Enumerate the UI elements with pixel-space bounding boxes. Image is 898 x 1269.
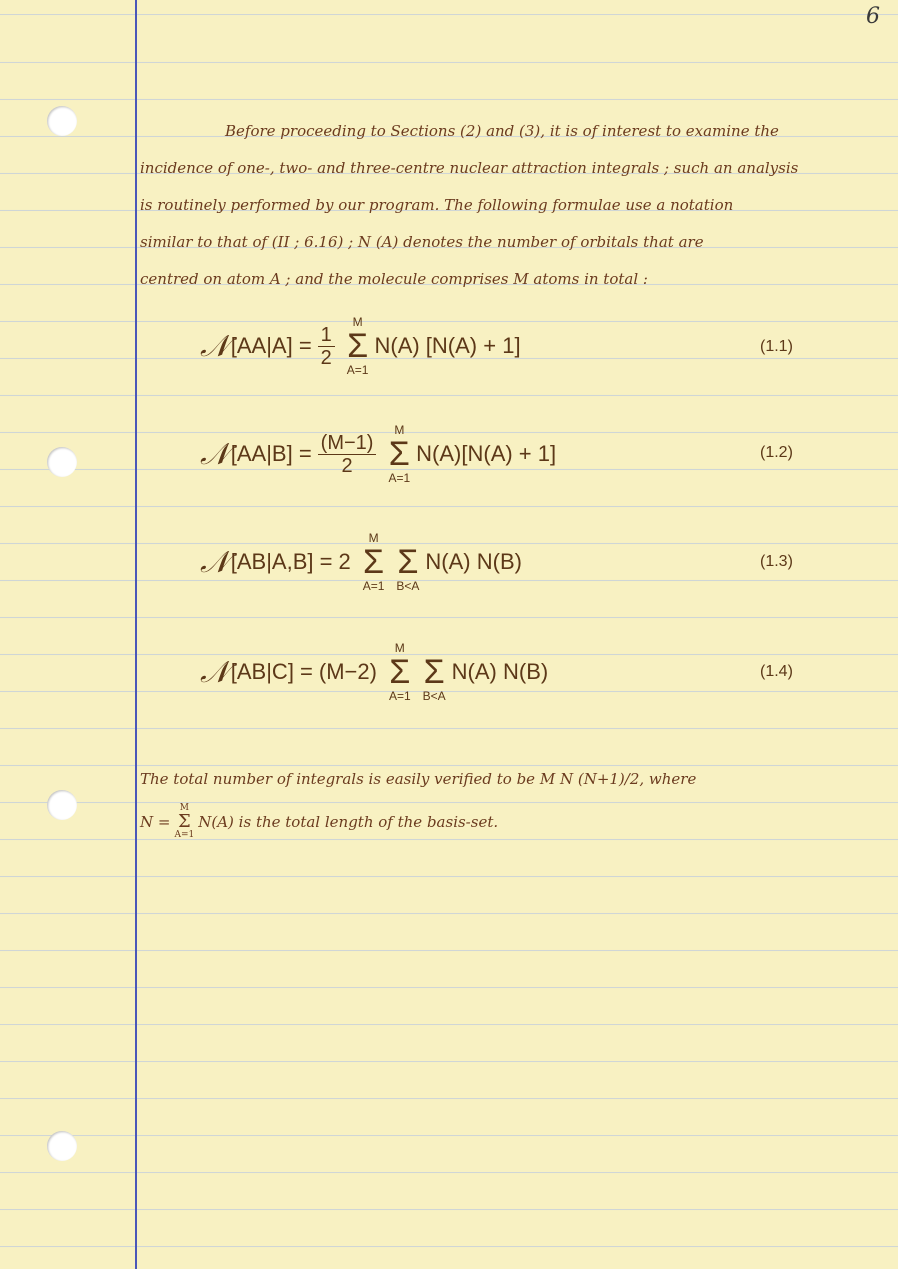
equation-number: (1.4) — [760, 663, 793, 680]
sum-lower-limit: A=1 — [346, 363, 369, 377]
summation — [389, 641, 411, 703]
punch-hole — [47, 790, 77, 820]
summation — [347, 315, 369, 377]
equation-1-4 — [200, 642, 548, 702]
equation-lhs: [AA|B] = — [230, 441, 312, 466]
fraction-numerator: 1 — [318, 324, 335, 347]
page-number: 6 — [866, 4, 880, 29]
fraction-denominator: 2 — [341, 454, 353, 477]
summation — [363, 531, 385, 593]
fraction-denominator: 2 — [320, 346, 332, 369]
paragraph-line: similar to that of (II ; 6.16) ; N (A) denotes the number of orbitals that are — [140, 233, 704, 251]
equation-number: (1.3) — [760, 553, 793, 570]
sigma-icon: Σ — [423, 653, 445, 691]
equation-lhs: [AB|A,B] = — [230, 549, 333, 574]
script-n-symbol: 𝒩 — [200, 328, 229, 364]
sum-lower-limit: A=1 — [388, 471, 411, 485]
sum-upper-limit: M — [394, 641, 405, 655]
equation-coefficient: 2 — [338, 549, 351, 574]
sum-upper-limit: M — [352, 315, 363, 329]
sum-lower-limit: A=1 — [362, 579, 385, 593]
equation-lhs: [AB|C] = — [230, 659, 313, 684]
sigma-icon: Σ — [177, 811, 191, 832]
intro-paragraph — [140, 113, 860, 298]
sigma-icon: Σ — [363, 543, 385, 581]
paragraph-line: is routinely performed by our program. The following formulae use a notation — [140, 196, 734, 214]
script-n-symbol: 𝒩 — [200, 654, 229, 690]
equation-number: (1.2) — [760, 444, 793, 461]
sum-lower-limit: B<A — [396, 579, 420, 593]
closing-suffix: N(A) is the total length of the basis-set. — [198, 813, 499, 831]
closing-line — [140, 804, 498, 840]
script-n-symbol: 𝒩 — [200, 544, 229, 580]
sigma-icon: Σ — [347, 327, 369, 365]
equation-summand: N(A) N(B) — [451, 659, 549, 684]
sigma-icon: Σ — [388, 435, 410, 473]
equation-coefficient: (M−2) — [318, 659, 377, 684]
closing-line: The total number of integrals is easily verified to be M N (N+1)/2, where — [140, 770, 697, 788]
equation-summand: N(A) N(B) — [425, 549, 522, 574]
margin-line — [135, 0, 137, 1269]
equation-number: (1.1) — [760, 338, 793, 355]
punch-hole — [47, 106, 77, 136]
equation-summand: N(A) [N(A) + 1] — [374, 333, 521, 358]
closing-prefix: N = — [140, 813, 171, 831]
equation-coefficient — [318, 324, 335, 369]
equation-summand: N(A)[N(A) + 1] — [416, 441, 557, 466]
script-n-symbol: 𝒩 — [200, 436, 229, 472]
punch-hole — [47, 1131, 77, 1161]
equation-1-2 — [200, 424, 556, 484]
sum-lower-limit: A=1 — [174, 830, 195, 840]
punch-hole — [47, 447, 77, 477]
equation-lhs: [AA|A] = — [230, 333, 312, 358]
summation — [174, 804, 194, 840]
summation — [388, 423, 410, 485]
sigma-icon: Σ — [389, 653, 411, 691]
sum-lower-limit: B<A — [422, 689, 446, 703]
sigma-icon: Σ — [397, 543, 419, 581]
summation — [396, 531, 419, 593]
sum-upper-limit: M — [394, 423, 405, 437]
summation — [423, 641, 446, 703]
fraction-numerator: (M−1) — [318, 432, 377, 455]
equation-1-3 — [200, 532, 522, 592]
paragraph-line: incidence of one-, two- and three-centre nuclear attraction integrals ; such an analysis — [140, 159, 799, 177]
sum-upper-limit: M — [368, 531, 379, 545]
sum-upper-limit: M — [179, 803, 189, 813]
paragraph-line: Before proceeding to Sections (2) and (3), it is of interest to examine the — [225, 122, 779, 140]
paragraph-line: centred on atom A ; and the molecule comprises M atoms in total : — [140, 270, 648, 288]
equation-coefficient — [318, 432, 377, 477]
sum-lower-limit: A=1 — [388, 689, 411, 703]
equation-1-1 — [200, 316, 521, 376]
